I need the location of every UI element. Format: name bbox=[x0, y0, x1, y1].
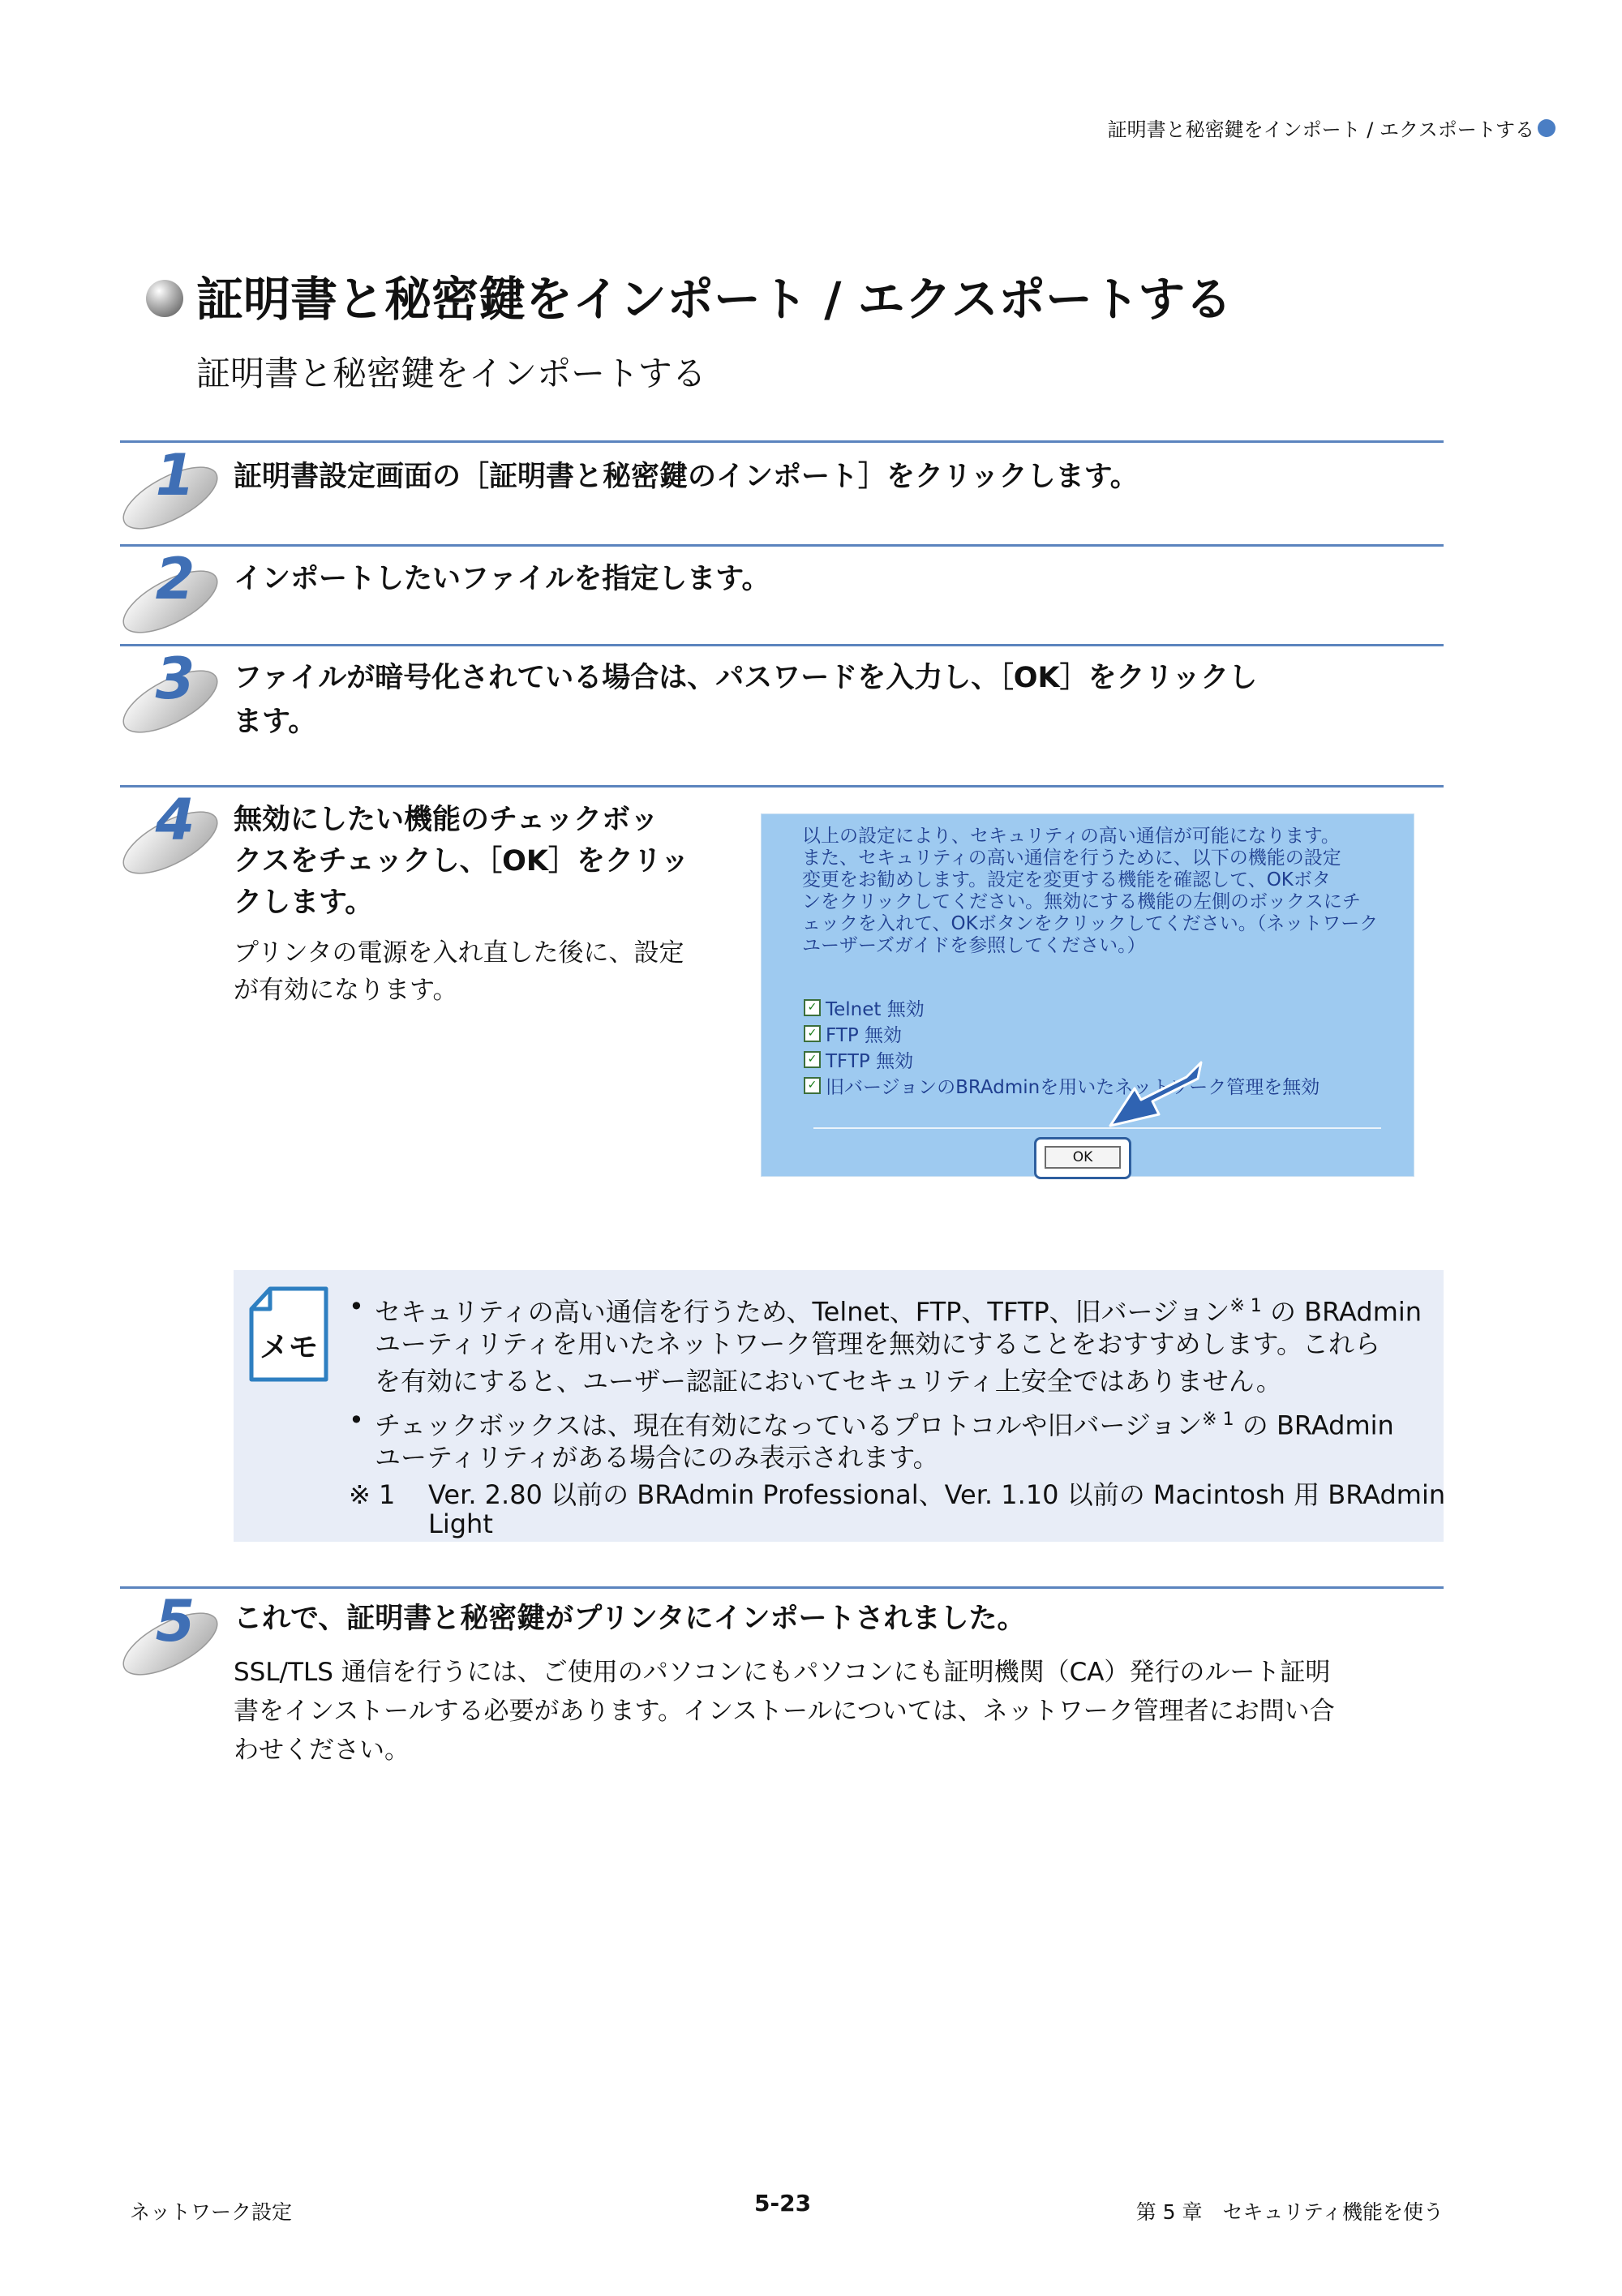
step-divider bbox=[120, 644, 1444, 646]
footnote-line2: Light bbox=[428, 1508, 493, 1539]
memo-bullet: • bbox=[349, 1291, 364, 1322]
screenshot-text-line: ユーザーズガイドを参照してください。） bbox=[802, 935, 1146, 956]
memo-bullet-1-line3: を有効にすると、ユーザー認証においてセキュリティ上安全ではありません。 bbox=[375, 1366, 1282, 1397]
footnote-ref: ※ 1 bbox=[1229, 1296, 1262, 1316]
step-2-heading: インポートしたいファイルを指定します。 bbox=[234, 563, 770, 595]
step-5-body-line3: わせください。 bbox=[234, 1736, 410, 1765]
gray-ball-icon bbox=[146, 280, 183, 317]
svg-text:2: 2 bbox=[155, 547, 195, 612]
step-1-heading: 証明書設定画面の［証明書と秘密鍵のインポート］をクリックします。 bbox=[234, 461, 1139, 493]
checkbox-label: TFTP 無効 bbox=[826, 1051, 914, 1072]
step-divider bbox=[120, 544, 1444, 547]
screenshot-message bbox=[802, 826, 1394, 957]
screenshot-text-line: 変更をお勧めします。設定を変更する機能を確認して、OKボタ bbox=[802, 869, 1331, 891]
step-4-heading-line2: クスをチェックし、［OK］をクリッ bbox=[234, 845, 689, 878]
screenshot-text-line: ンをクリックしてください。無効にする機能の左側のボックスにチ bbox=[802, 891, 1361, 912]
checkbox-checked-icon[interactable]: ✓ bbox=[804, 999, 821, 1016]
memo-note-icon bbox=[247, 1286, 330, 1384]
step-divider bbox=[120, 440, 1444, 443]
screenshot-divider bbox=[813, 1127, 1381, 1129]
step-number-5-icon bbox=[118, 1589, 232, 1678]
step-3-heading-line2: ます。 bbox=[234, 706, 317, 738]
footnote-mark: ※ 1 bbox=[349, 1479, 396, 1510]
svg-text:1: 1 bbox=[155, 443, 195, 509]
settings-screenshot bbox=[761, 813, 1414, 1177]
step-5-heading: これで、証明書と秘密鍵がプリンタにインポートされました。 bbox=[234, 1603, 1026, 1635]
pointer-arrow-icon bbox=[1102, 1056, 1208, 1137]
svg-text:4: 4 bbox=[155, 788, 195, 853]
checkbox-label: Telnet 無効 bbox=[826, 999, 925, 1020]
screenshot-text-line: ェックを入れて、OKボタンをクリックしてください。（ネットワーク bbox=[802, 913, 1379, 934]
memo-bullet-2-line2: ユーティリティがある場合にのみ表示されます。 bbox=[375, 1442, 939, 1473]
step-4-body-line1: プリンタの電源を入れ直した後に、設定 bbox=[234, 938, 684, 968]
ok-button-highlight bbox=[1034, 1137, 1131, 1179]
step-number-4-icon bbox=[118, 788, 232, 877]
step-number-1-icon bbox=[118, 443, 232, 532]
memo-text: の BRAdmin bbox=[1242, 1410, 1394, 1441]
step-5-body-line2: 書をインストールする必要があります。インストールについては、ネットワーク管理者にお問い合 bbox=[234, 1697, 1335, 1726]
memo-box bbox=[234, 1270, 1444, 1542]
memo-text: の BRAdmin bbox=[1269, 1296, 1422, 1328]
running-header-text: 証明書と秘密鍵をインポート / エクスポートする bbox=[1107, 118, 1534, 141]
running-header bbox=[1108, 114, 1555, 142]
checkbox-checked-icon[interactable]: ✓ bbox=[804, 1051, 821, 1068]
checkbox-label: FTP 無効 bbox=[826, 1025, 903, 1046]
footer-left: ネットワーク設定 bbox=[130, 2200, 293, 2224]
step-5-body-line1: SSL/TLS 通信を行うには、ご使用のパソコンにもパソコンにも証明機関（CA）発行のルート証明 bbox=[234, 1658, 1331, 1687]
section-subtitle: 証明書と秘密鍵をインポートする bbox=[196, 354, 706, 393]
step-number-3-icon bbox=[118, 646, 232, 736]
footnote-ref: ※ 1 bbox=[1202, 1410, 1234, 1430]
svg-text:3: 3 bbox=[155, 646, 195, 712]
step-4-heading-line1: 無効にしたい機能のチェックボッ bbox=[234, 804, 659, 836]
legacy-bradmin-checkbox-row[interactable] bbox=[804, 1072, 1319, 1099]
memo-bullet-1-line2: ユーティリティを用いたネットワーク管理を無効にすることをおすすめします。これら bbox=[375, 1328, 1381, 1359]
screenshot-text-line: また、セキュリティの高い通信を行うために、以下の機能の設定 bbox=[802, 848, 1341, 869]
step-divider bbox=[120, 1586, 1444, 1589]
tftp-checkbox-row[interactable] bbox=[804, 1046, 913, 1073]
svg-text:メモ: メモ bbox=[259, 1331, 319, 1364]
memo-bullet: • bbox=[349, 1405, 364, 1436]
step-number-2-icon bbox=[118, 547, 232, 636]
checkbox-checked-icon[interactable]: ✓ bbox=[804, 1025, 821, 1042]
svg-text:5: 5 bbox=[155, 1589, 195, 1654]
memo-text: セキュリティの高い通信を行うため、Telnet、FTP、TFTP、旧バージョン bbox=[375, 1296, 1230, 1328]
ftp-checkbox-row[interactable] bbox=[804, 1020, 902, 1047]
ok-button[interactable]: OK bbox=[1045, 1146, 1121, 1169]
step-4-heading-line3: クします。 bbox=[234, 886, 374, 919]
page-title: 証明書と秘密鍵をインポート / エクスポートする bbox=[196, 272, 1233, 327]
memo-bullet-1-line1 bbox=[375, 1288, 1422, 1331]
footnote-line1: Ver. 2.80 以前の BRAdmin Professional、Ver. 1.10 以前の Macintosh 用 BRAdmin bbox=[428, 1479, 1446, 1510]
step-3-heading-line1: ファイルが暗号化されている場合は、パスワードを入力し、［OK］をクリックし bbox=[234, 662, 1258, 694]
memo-bullet-2-line1 bbox=[375, 1401, 1394, 1444]
screenshot-text-line: 以上の設定により、セキュリティの高い通信が可能になります。 bbox=[802, 826, 1340, 847]
page-number: 5-23 bbox=[754, 2190, 812, 2217]
footer-right: 第 5 章 セキュリティ機能を使う bbox=[1135, 2200, 1444, 2224]
checkbox-checked-icon[interactable]: ✓ bbox=[804, 1077, 821, 1094]
memo-text: チェックボックスは、現在有効になっているプロトコルや旧バージョン bbox=[375, 1410, 1203, 1441]
telnet-checkbox-row[interactable] bbox=[804, 994, 925, 1021]
step-divider bbox=[120, 785, 1444, 788]
blue-dot-icon bbox=[1538, 119, 1555, 137]
step-4-body-line2: が有効になります。 bbox=[234, 976, 458, 1005]
checkbox-label: 旧バージョンのBRAdminを用いたネットワーク管理を無効 bbox=[826, 1077, 1320, 1098]
